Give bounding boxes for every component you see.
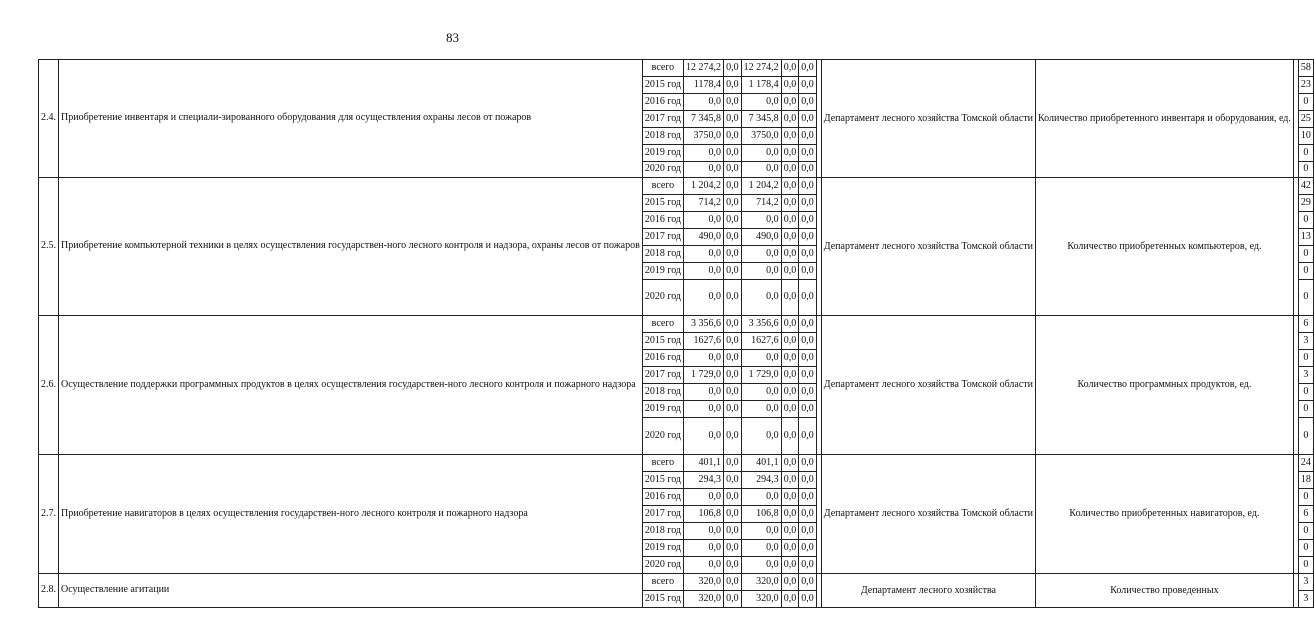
federal-amount: 0,0: [724, 574, 742, 591]
extrabudget-amount: 0,0: [799, 455, 817, 472]
federal-amount: 0,0: [724, 557, 742, 574]
table-row: [39, 316, 1314, 333]
table-body: [39, 60, 1314, 608]
indicator-value: 3: [1298, 591, 1313, 608]
federal-amount: 0,0: [724, 350, 742, 367]
total-amount: 0,0: [684, 212, 724, 229]
federal-amount: 0,0: [724, 540, 742, 557]
period-label: 2017 год: [642, 506, 683, 523]
regional-amount: 0,0: [741, 523, 781, 540]
indicator-value: 0: [1298, 557, 1313, 574]
period-label: 2018 год: [642, 384, 683, 401]
regional-amount: 0,0: [741, 489, 781, 506]
indicator-value: 0: [1298, 401, 1313, 418]
period-label: 2019 год: [642, 263, 683, 280]
extrabudget-amount: 0,0: [799, 111, 817, 128]
indicator-value: 0: [1298, 246, 1313, 263]
extrabudget-amount: 0,0: [799, 333, 817, 350]
total-amount: 0,0: [684, 557, 724, 574]
responsible-department: Департамент лесного хозяйства Томской области: [821, 316, 1035, 455]
federal-amount: 0,0: [724, 591, 742, 608]
extrabudget-amount: 0,0: [799, 401, 817, 418]
indicator-value: 0: [1298, 212, 1313, 229]
total-amount: 1 204,2: [684, 178, 724, 195]
indicator-value: 0: [1298, 263, 1313, 280]
total-amount: 320,0: [684, 591, 724, 608]
local-amount: 0,0: [781, 280, 799, 316]
indicator-value: 0: [1298, 280, 1313, 316]
local-amount: 0,0: [781, 540, 799, 557]
regional-amount: 0,0: [741, 350, 781, 367]
local-amount: 0,0: [781, 111, 799, 128]
extrabudget-amount: 0,0: [799, 246, 817, 263]
extrabudget-amount: 0,0: [799, 489, 817, 506]
extrabudget-amount: 0,0: [799, 60, 817, 77]
extrabudget-amount: 0,0: [799, 574, 817, 591]
extrabudget-amount: 0,0: [799, 418, 817, 455]
regional-amount: 12 274,2: [741, 60, 781, 77]
total-amount: 0,0: [684, 401, 724, 418]
extrabudget-amount: 0,0: [799, 384, 817, 401]
total-amount: 106,8: [684, 506, 724, 523]
indicator-value: 6: [1298, 316, 1313, 333]
regional-amount: 714,2: [741, 195, 781, 212]
total-amount: 7 345,8: [684, 111, 724, 128]
federal-amount: 0,0: [724, 212, 742, 229]
federal-amount: 0,0: [724, 111, 742, 128]
indicator-value: 0: [1298, 94, 1313, 111]
federal-amount: 0,0: [724, 145, 742, 162]
indicator-name: Количество программных продуктов, ед.: [1036, 316, 1294, 455]
local-amount: 0,0: [781, 591, 799, 608]
extrabudget-amount: 0,0: [799, 162, 817, 178]
period-label: всего: [642, 574, 683, 591]
local-amount: 0,0: [781, 455, 799, 472]
local-amount: 0,0: [781, 489, 799, 506]
period-label: 2020 год: [642, 418, 683, 455]
local-amount: 0,0: [781, 263, 799, 280]
period-label: 2015 год: [642, 591, 683, 608]
indicator-value: 29: [1298, 195, 1313, 212]
regional-amount: 320,0: [741, 574, 781, 591]
extrabudget-amount: 0,0: [799, 280, 817, 316]
federal-amount: 0,0: [724, 94, 742, 111]
period-label: 2015 год: [642, 333, 683, 350]
period-label: 2017 год: [642, 229, 683, 246]
local-amount: 0,0: [781, 212, 799, 229]
local-amount: 0,0: [781, 350, 799, 367]
indicator-value: 3: [1298, 574, 1313, 591]
period-label: 2017 год: [642, 367, 683, 384]
period-label: всего: [642, 60, 683, 77]
federal-amount: 0,0: [724, 280, 742, 316]
regional-amount: 0,0: [741, 280, 781, 316]
total-amount: 3 356,6: [684, 316, 724, 333]
total-amount: 1627,6: [684, 333, 724, 350]
total-amount: 490,0: [684, 229, 724, 246]
federal-amount: 0,0: [724, 367, 742, 384]
local-amount: 0,0: [781, 557, 799, 574]
local-amount: 0,0: [781, 77, 799, 94]
table-row: [39, 574, 1314, 591]
regional-amount: 0,0: [741, 246, 781, 263]
period-label: 2020 год: [642, 557, 683, 574]
responsible-department: Департамент лесного хозяйства Томской области: [821, 60, 1035, 178]
extrabudget-amount: 0,0: [799, 229, 817, 246]
extrabudget-amount: 0,0: [799, 591, 817, 608]
total-amount: 0,0: [684, 540, 724, 557]
program-activities-table: [38, 59, 1314, 608]
local-amount: 0,0: [781, 333, 799, 350]
activity-number: 2.4.: [39, 60, 59, 178]
extrabudget-amount: 0,0: [799, 316, 817, 333]
activity-number: 2.7.: [39, 455, 59, 574]
indicator-value: 10: [1298, 128, 1313, 145]
federal-amount: 0,0: [724, 316, 742, 333]
regional-amount: 0,0: [741, 94, 781, 111]
federal-amount: 0,0: [724, 489, 742, 506]
regional-amount: 3 356,6: [741, 316, 781, 333]
total-amount: 401,1: [684, 455, 724, 472]
local-amount: 0,0: [781, 523, 799, 540]
total-amount: 12 274,2: [684, 60, 724, 77]
total-amount: 1 729,0: [684, 367, 724, 384]
indicator-value: 0: [1298, 540, 1313, 557]
period-label: 2018 год: [642, 523, 683, 540]
total-amount: 0,0: [684, 263, 724, 280]
total-amount: 714,2: [684, 195, 724, 212]
federal-amount: 0,0: [724, 263, 742, 280]
total-amount: 0,0: [684, 384, 724, 401]
total-amount: 0,0: [684, 94, 724, 111]
federal-amount: 0,0: [724, 128, 742, 145]
regional-amount: 0,0: [741, 145, 781, 162]
regional-amount: 106,8: [741, 506, 781, 523]
activity-name: Осуществление поддержки программных продуктов в целях осуществления государствен-ного лесного контроля и пожарного надзора: [59, 316, 643, 455]
table-row: [39, 60, 1314, 77]
federal-amount: 0,0: [724, 472, 742, 489]
extrabudget-amount: 0,0: [799, 145, 817, 162]
regional-amount: 0,0: [741, 540, 781, 557]
period-label: 2015 год: [642, 472, 683, 489]
indicator-value: 0: [1298, 384, 1313, 401]
total-amount: 0,0: [684, 523, 724, 540]
regional-amount: 490,0: [741, 229, 781, 246]
activity-name: Приобретение инвентаря и специали-зированного оборудования для осуществления охраны лесов от пожаров: [59, 60, 643, 178]
extrabudget-amount: 0,0: [799, 195, 817, 212]
total-amount: 0,0: [684, 162, 724, 178]
local-amount: 0,0: [781, 316, 799, 333]
local-amount: 0,0: [781, 574, 799, 591]
local-amount: 0,0: [781, 246, 799, 263]
period-label: 2017 год: [642, 111, 683, 128]
regional-amount: 0,0: [741, 162, 781, 178]
indicator-value: 24: [1298, 455, 1313, 472]
indicator-value: 42: [1298, 178, 1313, 195]
period-label: всего: [642, 316, 683, 333]
indicator-value: 0: [1298, 523, 1313, 540]
total-amount: 1178,4: [684, 77, 724, 94]
local-amount: 0,0: [781, 60, 799, 77]
regional-amount: 0,0: [741, 401, 781, 418]
period-label: 2016 год: [642, 94, 683, 111]
local-amount: 0,0: [781, 195, 799, 212]
period-label: 2015 год: [642, 77, 683, 94]
regional-amount: 1 178,4: [741, 77, 781, 94]
extrabudget-amount: 0,0: [799, 212, 817, 229]
period-label: 2020 год: [642, 280, 683, 316]
period-label: всего: [642, 455, 683, 472]
period-label: 2019 год: [642, 540, 683, 557]
federal-amount: 0,0: [724, 401, 742, 418]
extrabudget-amount: 0,0: [799, 472, 817, 489]
regional-amount: 0,0: [741, 418, 781, 455]
regional-amount: 0,0: [741, 212, 781, 229]
extrabudget-amount: 0,0: [799, 263, 817, 280]
total-amount: 320,0: [684, 574, 724, 591]
period-label: 2018 год: [642, 128, 683, 145]
extrabudget-amount: 0,0: [799, 540, 817, 557]
extrabudget-amount: 0,0: [799, 506, 817, 523]
indicator-value: 0: [1298, 145, 1313, 162]
activity-number: 2.5.: [39, 178, 59, 316]
indicator-value: 0: [1298, 350, 1313, 367]
indicator-value: 18: [1298, 472, 1313, 489]
federal-amount: 0,0: [724, 195, 742, 212]
local-amount: 0,0: [781, 472, 799, 489]
period-label: 2016 год: [642, 489, 683, 506]
extrabudget-amount: 0,0: [799, 178, 817, 195]
regional-amount: 3750,0: [741, 128, 781, 145]
activity-number: 2.8.: [39, 574, 59, 608]
total-amount: 3750,0: [684, 128, 724, 145]
regional-amount: 7 345,8: [741, 111, 781, 128]
responsible-department: Департамент лесного хозяйства Томской области: [821, 178, 1035, 316]
regional-amount: 1627,6: [741, 333, 781, 350]
responsible-department: Департамент лесного хозяйства: [821, 574, 1035, 608]
local-amount: 0,0: [781, 162, 799, 178]
regional-amount: 1 204,2: [741, 178, 781, 195]
local-amount: 0,0: [781, 384, 799, 401]
table-row: [39, 455, 1314, 472]
regional-amount: 294,3: [741, 472, 781, 489]
federal-amount: 0,0: [724, 523, 742, 540]
extrabudget-amount: 0,0: [799, 367, 817, 384]
regional-amount: 401,1: [741, 455, 781, 472]
indicator-value: 23: [1298, 77, 1313, 94]
indicator-value: 58: [1298, 60, 1313, 77]
total-amount: 0,0: [684, 418, 724, 455]
period-label: 2019 год: [642, 145, 683, 162]
federal-amount: 0,0: [724, 178, 742, 195]
regional-amount: 0,0: [741, 557, 781, 574]
regional-amount: 320,0: [741, 591, 781, 608]
local-amount: 0,0: [781, 145, 799, 162]
extrabudget-amount: 0,0: [799, 523, 817, 540]
indicator-value: 0: [1298, 162, 1313, 178]
indicator-name: Количество приобретенных навигаторов, ед.: [1036, 455, 1294, 574]
period-label: 2016 год: [642, 212, 683, 229]
period-label: 2019 год: [642, 401, 683, 418]
activity-name: Осуществление агитации: [59, 574, 643, 608]
federal-amount: 0,0: [724, 77, 742, 94]
period-label: 2020 год: [642, 162, 683, 178]
indicator-value: 3: [1298, 333, 1313, 350]
extrabudget-amount: 0,0: [799, 94, 817, 111]
federal-amount: 0,0: [724, 246, 742, 263]
total-amount: 0,0: [684, 350, 724, 367]
indicator-value: 0: [1298, 418, 1313, 455]
federal-amount: 0,0: [724, 384, 742, 401]
period-label: всего: [642, 178, 683, 195]
extrabudget-amount: 0,0: [799, 128, 817, 145]
regional-amount: 1 729,0: [741, 367, 781, 384]
federal-amount: 0,0: [724, 162, 742, 178]
local-amount: 0,0: [781, 401, 799, 418]
local-amount: 0,0: [781, 94, 799, 111]
total-amount: 0,0: [684, 145, 724, 162]
federal-amount: 0,0: [724, 60, 742, 77]
total-amount: 0,0: [684, 280, 724, 316]
activity-name: Приобретение навигаторов в целях осуществления государствен-ного лесного контроля и пожарного надзора: [59, 455, 643, 574]
local-amount: 0,0: [781, 178, 799, 195]
extrabudget-amount: 0,0: [799, 350, 817, 367]
regional-amount: 0,0: [741, 384, 781, 401]
total-amount: 0,0: [684, 246, 724, 263]
indicator-value: 3: [1298, 367, 1313, 384]
indicator-value: 13: [1298, 229, 1313, 246]
total-amount: 294,3: [684, 472, 724, 489]
federal-amount: 0,0: [724, 455, 742, 472]
federal-amount: 0,0: [724, 229, 742, 246]
total-amount: 0,0: [684, 489, 724, 506]
local-amount: 0,0: [781, 506, 799, 523]
indicator-name: Количество приобретенного инвентаря и оборудования, ед.: [1036, 60, 1294, 178]
activity-number: 2.6.: [39, 316, 59, 455]
period-label: 2018 год: [642, 246, 683, 263]
activity-name: Приобретение компьютерной техники в целях осуществления государствен-ного лесного контроля и надзора, охраны лесов от пожаров: [59, 178, 643, 316]
extrabudget-amount: 0,0: [799, 557, 817, 574]
indicator-value: 25: [1298, 111, 1313, 128]
page-number: 83: [446, 30, 459, 45]
indicator-name: Количество проведенных: [1036, 574, 1294, 608]
indicator-value: 6: [1298, 506, 1313, 523]
period-label: 2016 год: [642, 350, 683, 367]
responsible-department: Департамент лесного хозяйства Томской области: [821, 455, 1035, 574]
federal-amount: 0,0: [724, 333, 742, 350]
federal-amount: 0,0: [724, 418, 742, 455]
local-amount: 0,0: [781, 418, 799, 455]
indicator-name: Количество приобретенных компьютеров, ед.: [1036, 178, 1294, 316]
local-amount: 0,0: [781, 367, 799, 384]
regional-amount: 0,0: [741, 263, 781, 280]
indicator-value: 0: [1298, 489, 1313, 506]
local-amount: 0,0: [781, 128, 799, 145]
table-row: [39, 178, 1314, 195]
local-amount: 0,0: [781, 229, 799, 246]
period-label: 2015 год: [642, 195, 683, 212]
federal-amount: 0,0: [724, 506, 742, 523]
extrabudget-amount: 0,0: [799, 77, 817, 94]
